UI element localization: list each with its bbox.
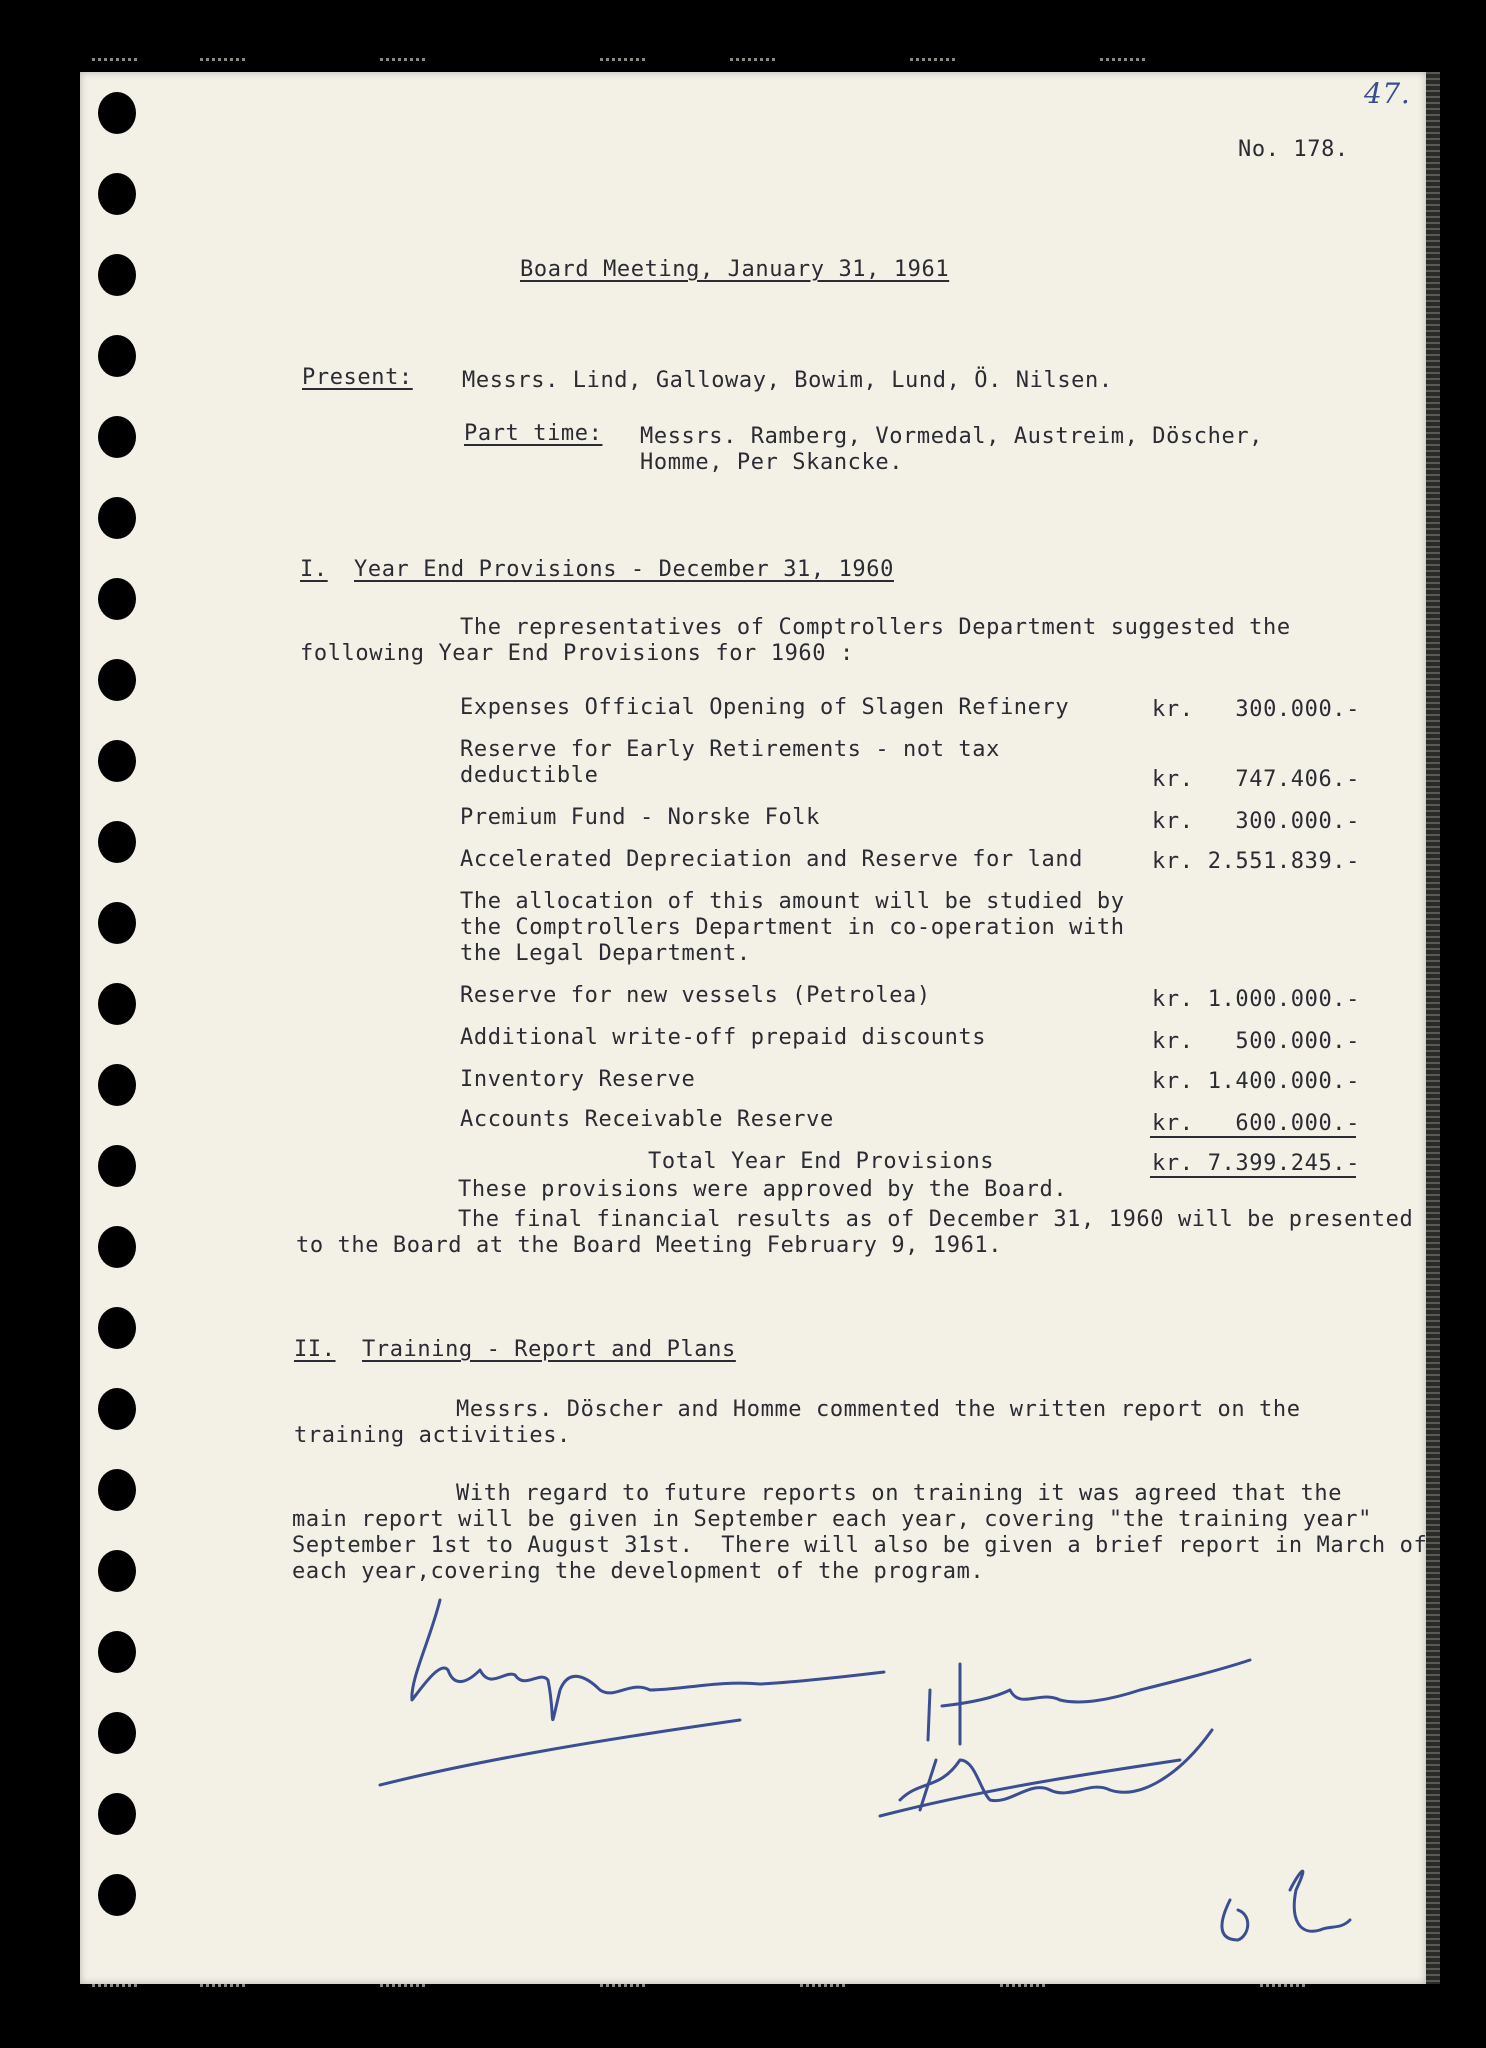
section-heading: Training - Report and Plans (362, 1337, 736, 1362)
provision-label: Premium Fund - Norske Folk (460, 805, 820, 830)
signature-1-underline (380, 1720, 740, 1785)
paragraph-line: following Year End Provisions for 1960 : (300, 641, 854, 666)
present-label: Present: (302, 365, 413, 390)
currency-label: kr. (1152, 1111, 1194, 1136)
section-number: I. (300, 557, 328, 582)
section-heading: Year End Provisions - December 31, 1960 (354, 557, 894, 582)
paragraph-line: Messrs. Döscher and Homme commented the written report on the (456, 1397, 1301, 1422)
provision-label: Accounts Receivable Reserve (460, 1107, 834, 1132)
provision-label: Reserve for Early Retirements - not tax (460, 737, 1000, 762)
part-time-label: Part time: (464, 421, 603, 446)
provision-label: Additional write-off prepaid discounts (460, 1025, 987, 1050)
provision-label: Reserve for new vessels (Petrolea) (460, 983, 931, 1008)
paragraph-line: to the Board at the Board Meeting February 9, 1961. (296, 1233, 1003, 1258)
currency-label: kr. (1152, 987, 1194, 1012)
part-time-names: Messrs. Ramberg, Vormedal, Austreim, Döscher, (640, 424, 1264, 449)
provision-label: Inventory Reserve (460, 1067, 696, 1092)
paragraph-line: These provisions were approved by the Board. (458, 1177, 1068, 1202)
total-amount: 7.399.245.- (1207, 1151, 1360, 1176)
page-title: Board Meeting, January 31, 1961 (520, 257, 950, 282)
provision-label: deductible (460, 763, 599, 788)
provision-amount: 600.000.- (1235, 1111, 1360, 1136)
signature-3 (900, 1730, 1212, 1810)
currency-label: kr. (1152, 697, 1194, 722)
provision-note: the Comptrollers Department in co-operation with (460, 915, 1125, 940)
paragraph-line: With regard to future reports on training it was agreed that the (456, 1481, 1343, 1506)
document-number: No. 178. (1238, 137, 1349, 162)
signature-1 (412, 1600, 884, 1720)
provision-label: Expenses Official Opening of Slagen Refinery (460, 695, 1070, 720)
present-names: Messrs. Lind, Galloway, Bowim, Lund, Ö. Nilsen. (462, 368, 1113, 393)
paragraph-line: training activities. (294, 1423, 571, 1448)
provision-note: The allocation of this amount will be studied by (460, 889, 1125, 914)
paragraph-line: each year,covering the development of the program. (292, 1559, 985, 1584)
provision-amount: 2.551.839.- (1207, 849, 1360, 874)
currency-label: kr. (1152, 1151, 1194, 1176)
provision-amount: 500.000.- (1235, 1029, 1360, 1054)
part-time-names: Homme, Per Skancke. (640, 450, 904, 475)
paragraph-line: September 1st to August 31st. There will also be given a brief report in March of (292, 1533, 1428, 1558)
currency-label: kr. (1152, 809, 1194, 834)
paragraph-line: main report will be given in September each year, covering "the training year" (292, 1507, 1372, 1532)
initials-mark (1222, 1871, 1350, 1940)
total-label: Total Year End Provisions (648, 1149, 995, 1174)
signature-2 (928, 1660, 1250, 1744)
handwritten-page-number: 47. (1364, 77, 1411, 110)
currency-label: kr. (1152, 767, 1194, 792)
provision-label: Accelerated Depreciation and Reserve for land (460, 847, 1084, 872)
currency-label: kr. (1152, 1029, 1194, 1054)
provision-amount: 1.400.000.- (1207, 1069, 1360, 1094)
provision-note: the Legal Department. (460, 941, 751, 966)
section-number: II. (294, 1337, 336, 1362)
paragraph-line: The representatives of Comptrollers Department suggested the (460, 615, 1291, 640)
provision-amount: 1.000.000.- (1207, 987, 1360, 1012)
paragraph-line: The final financial results as of December 31, 1960 will be presented (458, 1207, 1414, 1232)
currency-label: kr. (1152, 1069, 1194, 1094)
provision-amount: 300.000.- (1235, 697, 1360, 722)
currency-label: kr. (1152, 849, 1194, 874)
provision-amount: 747.406.- (1235, 767, 1360, 792)
provision-amount: 300.000.- (1235, 809, 1360, 834)
